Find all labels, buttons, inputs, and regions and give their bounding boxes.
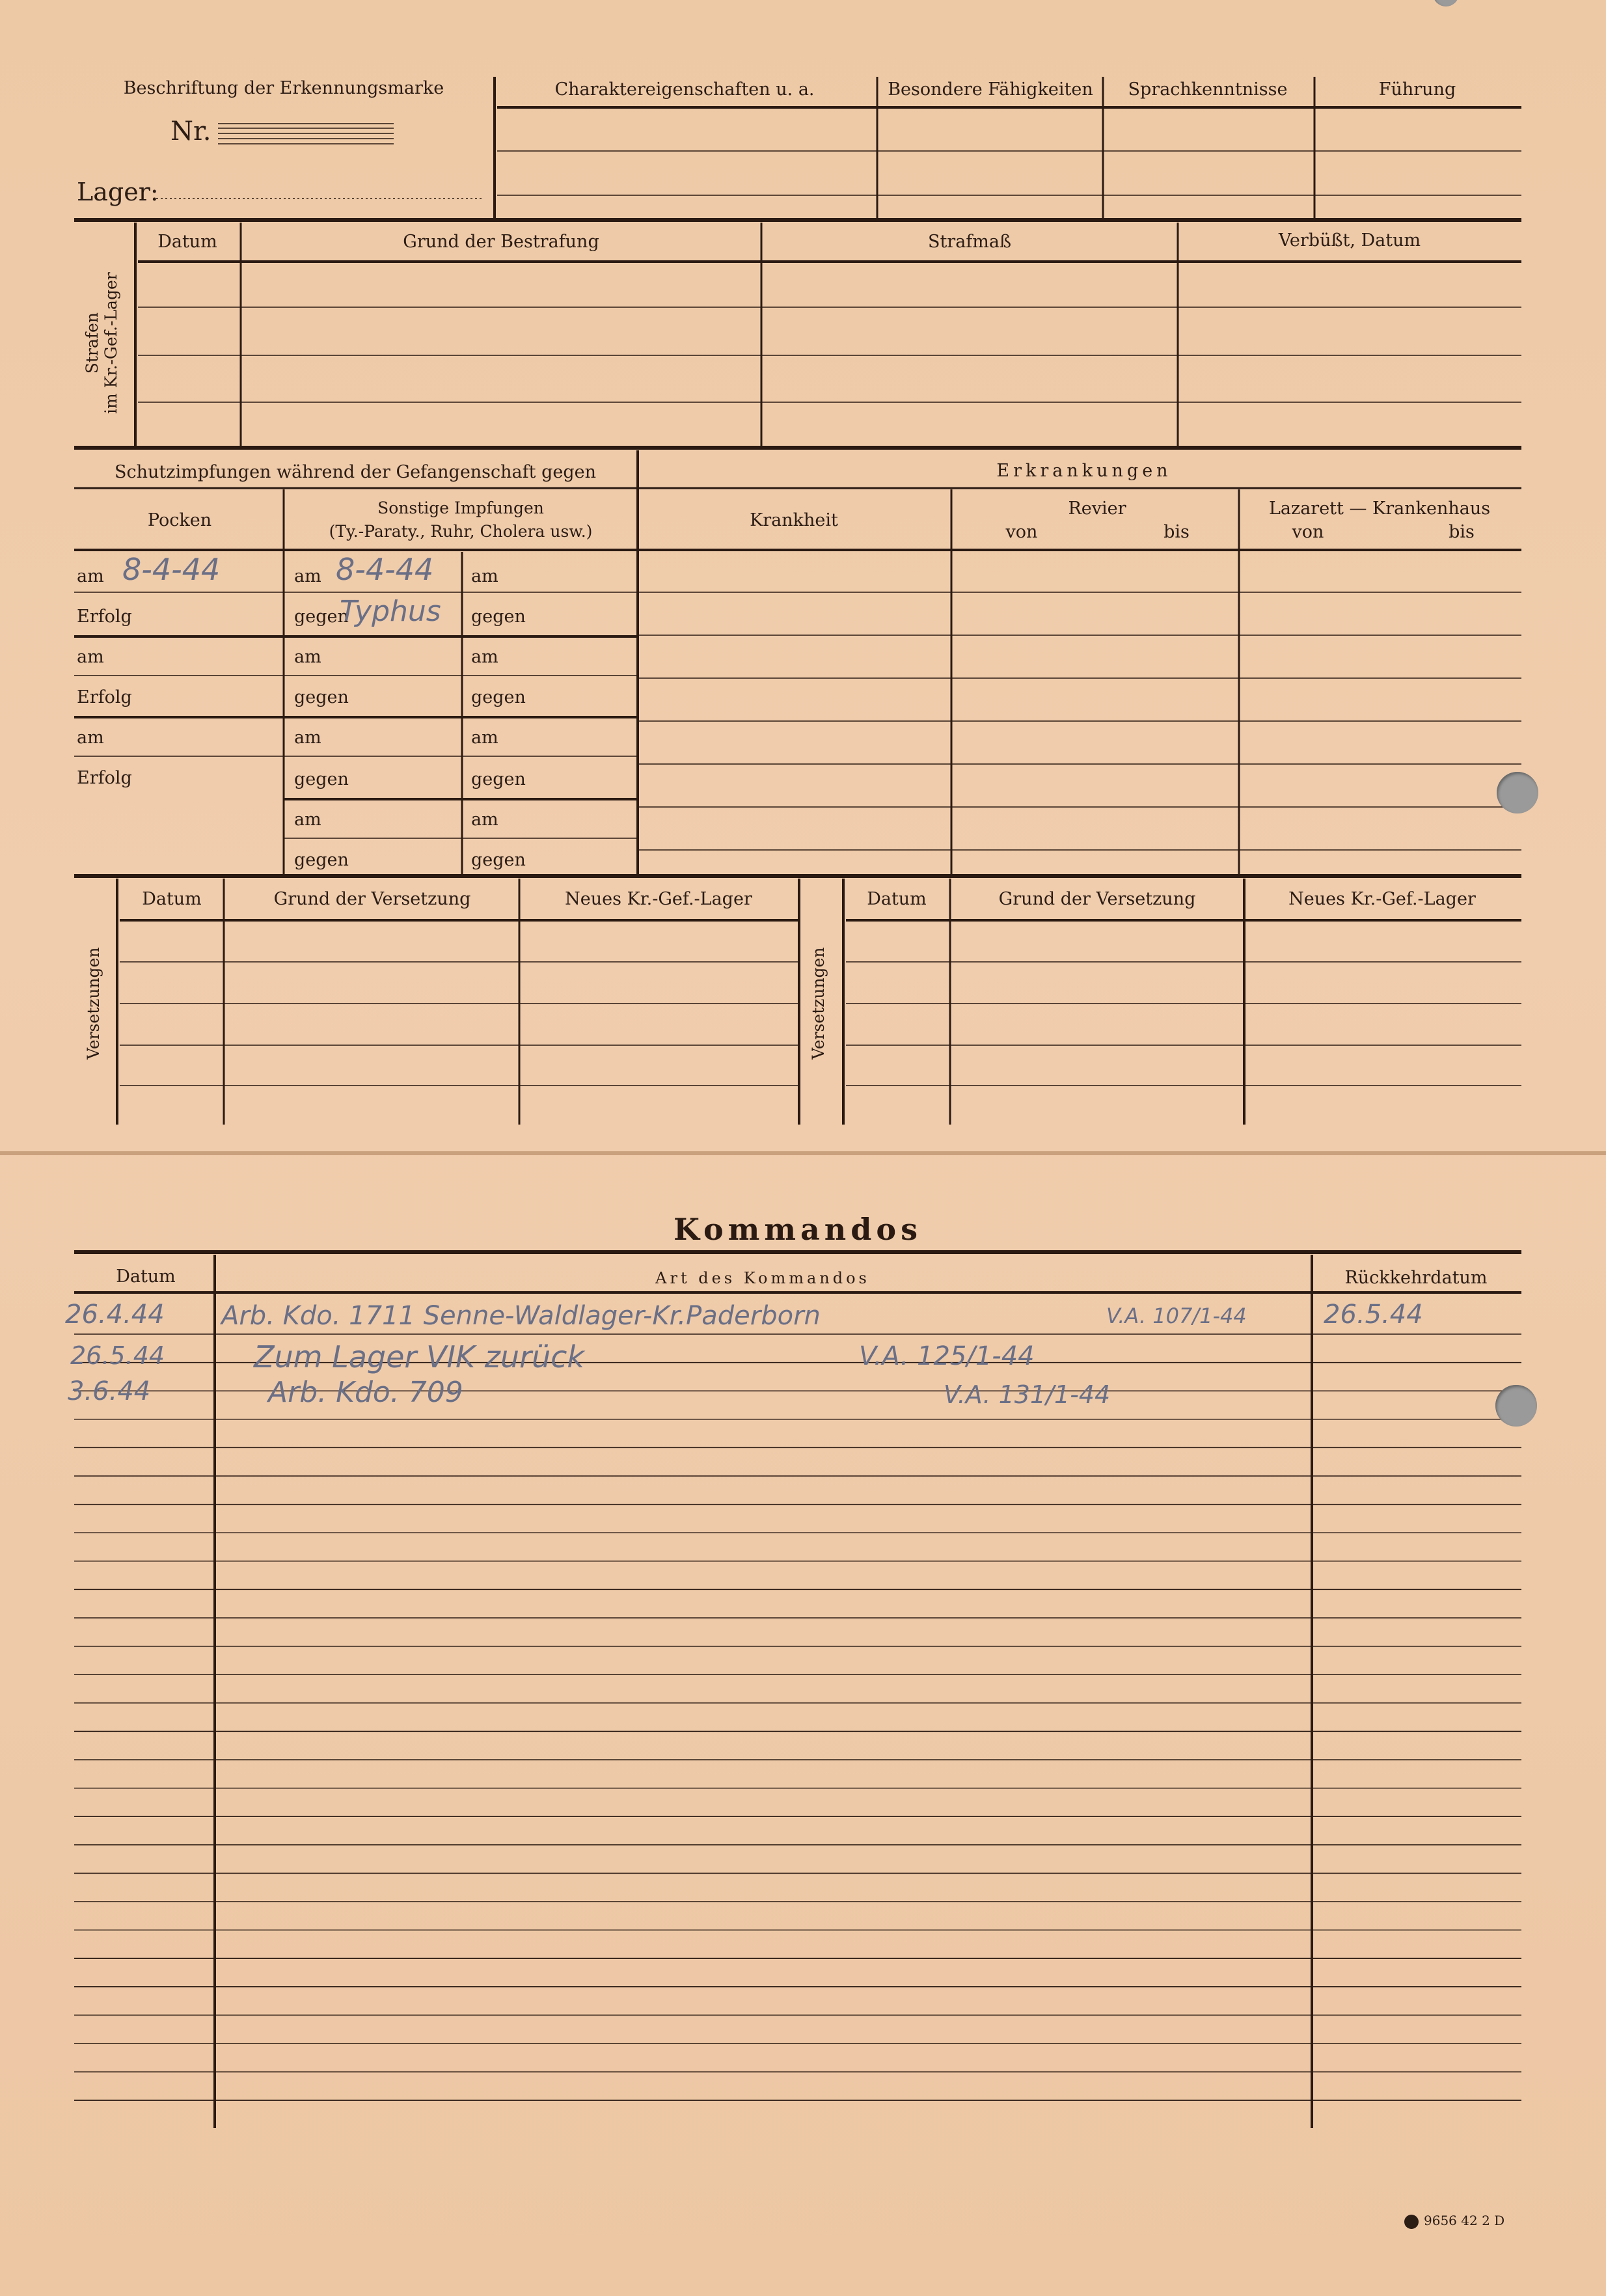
print-code: 9656 42 2 D	[1424, 2213, 1505, 2228]
handwritten-sonstige-date: 8-4-44	[336, 552, 434, 587]
fuehrung-header: Führung	[1378, 79, 1456, 100]
sonstige-header-line1: Sonstige Impfungen	[377, 499, 544, 517]
vers-right-lager: Neues Kr.-Gef.-Lager	[1288, 889, 1476, 909]
vers-left-datum: Datum	[142, 889, 202, 909]
punch-hole-lower	[1495, 1385, 1537, 1427]
sonstige-gegen-3b: gegen	[471, 769, 526, 789]
sonstige-gegen-4b: gegen	[471, 850, 526, 870]
print-code-mark	[1404, 2214, 1504, 2229]
nr-label: Nr.	[170, 116, 211, 146]
sonstige-am-3a: am	[294, 728, 321, 748]
sonstige-am-1b: am	[471, 566, 498, 586]
vers-right-datum: Datum	[867, 889, 927, 909]
sonstige-gegen-3a: gegen	[294, 769, 349, 789]
sonstige-am-3b: am	[471, 728, 498, 748]
sonstige-gegen-2a: gegen	[294, 687, 349, 707]
impfung-header: Schutzimpfungen während der Gefangenschaft gegen	[115, 462, 596, 482]
pocken-erfolg-2: Erfolg	[77, 687, 132, 707]
pocken-header: Pocken	[147, 510, 212, 530]
verbuesst-header: Verbüßt, Datum	[1278, 230, 1421, 251]
revier-bis: bis	[1164, 522, 1190, 542]
punch-hole-upper	[1497, 772, 1538, 813]
kommando-3-datum: 3.6.44	[68, 1376, 151, 1406]
kommando-2-datum: 26.5.44	[70, 1341, 165, 1370]
lazarett-header: Lazarett — Krankenhaus	[1268, 499, 1491, 519]
kommando-2-art: Zum Lager VIK zurück	[254, 1339, 585, 1374]
sonstige-am-4a: am	[294, 810, 321, 830]
vers-left-grund: Grund der Versetzung	[273, 889, 471, 909]
erkrankungen-header: Erkrankungen	[996, 461, 1172, 481]
kommando-1-rueckkehr: 26.5.44	[1324, 1300, 1423, 1330]
kommandos-rueckkehr-header: Rückkehrdatum	[1344, 1268, 1488, 1288]
lazarett-von: von	[1292, 522, 1324, 542]
strafen-datum-header: Datum	[157, 232, 217, 252]
sonstige-gegen-1b: gegen	[471, 607, 526, 627]
sonstige-gegen-2b: gegen	[471, 687, 526, 707]
sonstige-header-line2: (Ty.-Paraty., Ruhr, Cholera usw.)	[329, 522, 593, 541]
pocken-am-3: am	[77, 728, 104, 748]
vers-right-grund: Grund der Versetzung	[998, 889, 1196, 909]
kommando-1-art: Arb. Kdo. 1711 Senne-Waldlager-Kr.Paderborn	[221, 1301, 821, 1331]
sonstige-gegen-1a: gegen	[294, 607, 349, 627]
kommando-1-datum: 26.4.44	[65, 1300, 165, 1330]
charakter-header: Charaktereigenschaften u. a.	[554, 79, 815, 100]
strafmass-header: Strafmaß	[927, 232, 1012, 252]
handwritten-pocken-date: 8-4-44	[122, 552, 221, 587]
kommando-2-note: V.A. 125/1-44	[859, 1341, 1035, 1371]
kommando-3-note: V.A. 131/1-44	[944, 1380, 1111, 1409]
versetzungen-side-label-right: Versetzungen	[809, 947, 828, 1059]
kommandos-datum-header: Datum	[116, 1266, 176, 1287]
lager-label: Lager:	[77, 178, 159, 206]
sonstige-am-4b: am	[471, 810, 498, 830]
strafen-side-label	[83, 272, 121, 414]
vers-left-lager: Neues Kr.-Gef.-Lager	[565, 889, 752, 909]
sonstige-am-2a: am	[294, 647, 321, 667]
pocken-am-1: am	[77, 566, 104, 586]
marke-label: Beschriftung der Erkennungsmarke	[123, 78, 444, 98]
krankheit-header: Krankheit	[750, 510, 838, 530]
lazarett-bis: bis	[1449, 522, 1475, 542]
pocken-am-2: am	[77, 647, 104, 667]
revier-header: Revier	[1068, 499, 1126, 519]
sonstige-am-1a: am	[294, 566, 321, 586]
faehigkeiten-header: Besondere Fähigkeiten	[888, 79, 1093, 100]
kommando-3-art: Arb. Kdo. 709	[268, 1376, 463, 1409]
strafen-grund-header: Grund der Bestrafung	[403, 232, 599, 252]
kommandos-art-header: Art des Kommandos	[655, 1269, 870, 1287]
revier-von: von	[1005, 522, 1038, 542]
versetzungen-side-label-left: Versetzungen	[84, 947, 103, 1059]
kommandos-title: Kommandos	[674, 1212, 922, 1247]
kommando-1-note: V.A. 107/1-44	[1106, 1304, 1247, 1328]
sprach-header: Sprachkenntnisse	[1128, 79, 1288, 100]
sonstige-am-2b: am	[471, 647, 498, 667]
handwritten-typhus: Typhus	[340, 595, 441, 628]
print-mark-icon	[1404, 2215, 1419, 2229]
pocken-erfolg-3: Erfolg	[77, 768, 132, 788]
strafen-side-line2: im Kr.-Gef.-Lager	[101, 272, 120, 414]
pocken-erfolg-1: Erfolg	[77, 607, 132, 627]
strafen-side-line1: Strafen	[83, 312, 102, 374]
sonstige-gegen-4a: gegen	[294, 850, 349, 870]
